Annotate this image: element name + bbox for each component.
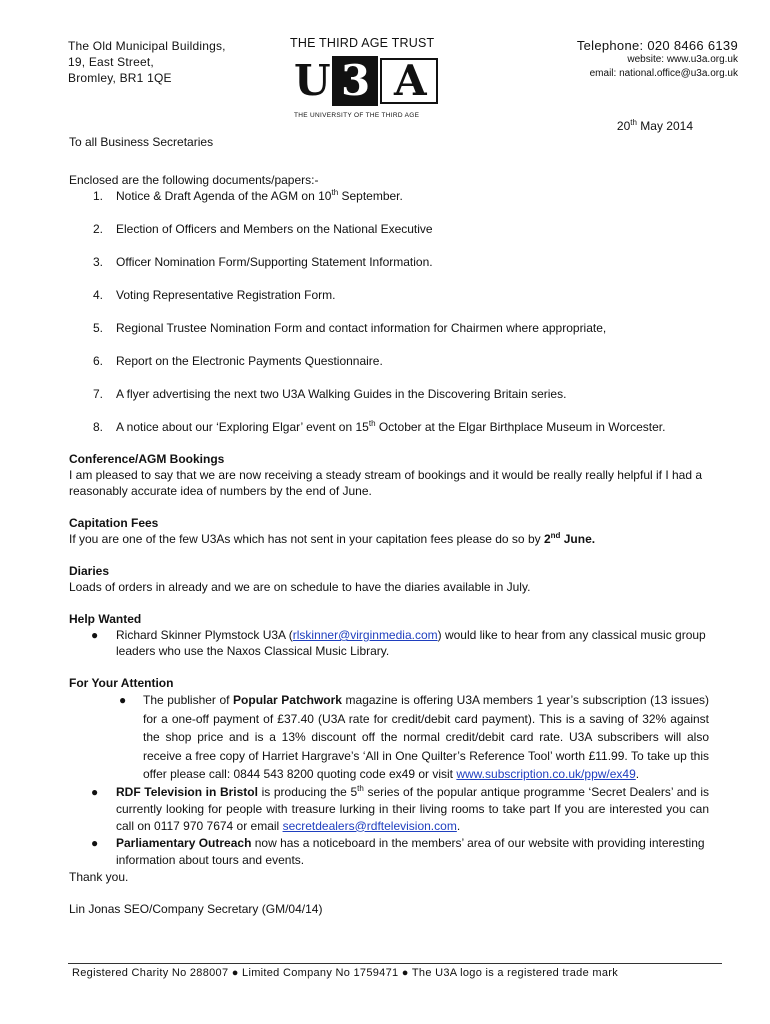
list-item: ● The publisher of Popular Patchwork magazine is offering U3A members 1 year’s subscription (13 issues) for a one-off payment of £37.40 (U3A rate for credit/debit card payment). This is a saving of 32% against the shop price and is a 13% discount off the normal credit/debit card rate. U3A subscribers will also receive a free copy of Harriet Hargrave’s ‘All in One Quilter’s Reference Tool’ worth £11.99. To take up this offer please call: 0844 543 8200 quoting code ex49 or visit www.subscription.co.uk/ppw/ex49. xyxy=(119,693,709,781)
list-item: 1. Notice & Draft Agenda of the AGM on 10th September. xyxy=(93,188,403,203)
attention-list xyxy=(69,784,709,869)
website: website: www.u3a.org.uk xyxy=(627,54,738,65)
list-item: 7. A flyer advertising the next two U3A Walking Guides in the Discovering Britain series. xyxy=(93,387,567,401)
list-item: ● RDF Television in Bristol is producing the 5th series of the popular antique programme ‘Secret Dealers’ and is currently looking for people with treasure lurking in their living rooms to take part If you are interested you can call on 0117 970 7674 or email secretdealers@rdftelevision.com. xyxy=(91,783,710,833)
org-subtitle: THE UNIVERSITY OF THE THIRD AGE xyxy=(294,112,420,119)
sender-address xyxy=(68,38,226,86)
footer-text: Registered Charity No 288007 ● Limited Company No 1759471 ● The U3A logo is a registered trade mark xyxy=(72,967,619,979)
letter-body xyxy=(69,118,709,917)
conference-heading: Conference/AGM Bookings xyxy=(69,452,225,466)
letter-date: 20th May 2014 xyxy=(616,118,693,133)
diaries-heading: Diaries xyxy=(69,564,110,578)
help-wanted-list xyxy=(69,627,709,659)
conference-text: I am pleased to say that we are now receiving a steady stream of bookings and it would be really really helpful if I had a reasonably accurate idea of numbers by the end of June. xyxy=(69,468,703,498)
attention-heading: For Your Attention xyxy=(69,676,174,690)
logo-letter-a: A xyxy=(394,56,427,105)
list-item: 2. Election of Officers and Members on the National Executive xyxy=(93,222,433,236)
email-link[interactable]: rlskinner@virginmedia.com xyxy=(292,628,438,642)
org-title: THE THIRD AGE TRUST xyxy=(290,36,435,50)
email-link[interactable]: secretdealers@rdftelevision.com xyxy=(282,818,457,833)
bullet-icon: ● xyxy=(119,693,127,707)
diaries-text: Loads of orders in already and we are on schedule to have the diaries available in July. xyxy=(69,580,531,594)
closing: Thank you. xyxy=(69,869,129,884)
help-wanted-heading: Help Wanted xyxy=(69,612,142,626)
bullet-icon: ● xyxy=(91,628,99,642)
phone-number: Telephone: 020 8466 6139 xyxy=(576,38,738,53)
documents-list xyxy=(69,188,709,435)
salutation: To all Business Secretaries xyxy=(69,135,214,149)
logo-letter-3: 3 xyxy=(341,56,371,105)
subscription-link[interactable]: www.subscription.co.uk/ppw/ex49 xyxy=(456,767,636,781)
address-line: 19, East Street, xyxy=(68,55,154,69)
list-item: 4. Voting Representative Registration Form. xyxy=(93,288,336,302)
bullet-icon: ● xyxy=(91,835,99,850)
logo-letter-u: U xyxy=(294,56,331,105)
list-item: ● Parliamentary Outreach now has a noticeboard in the members’ area of our website with providing interesting information about tours and events. xyxy=(91,835,705,867)
list-item: 3. Officer Nomination Form/Supporting Statement Information. xyxy=(93,255,433,269)
bullet-icon: ● xyxy=(91,784,99,799)
attention-list-indented xyxy=(69,691,709,784)
signature: Lin Jonas SEO/Company Secretary (GM/04/14) xyxy=(69,901,323,916)
address-line: Bromley, BR1 1QE xyxy=(68,71,172,85)
capitation-heading: Capitation Fees xyxy=(69,516,159,530)
u3a-letterhead-logo xyxy=(290,36,445,119)
footer-divider xyxy=(68,963,722,964)
capitation-text: If you are one of the few U3As which has not sent in your capitation fees please do so by 2nd June. xyxy=(69,531,596,546)
list-item: 5. Regional Trustee Nomination Form and contact information for Chairmen where appropriate, xyxy=(93,321,607,335)
list-item: ● Richard Skinner Plymstock U3A (rlskinner@virginmedia.com) would like to hear from any classical music group leaders who use the Naxos Classical Music Library. xyxy=(91,628,706,658)
address-line: The Old Municipal Buildings, xyxy=(68,39,226,53)
contact-details xyxy=(577,38,738,81)
intro-text: Enclosed are the following documents/papers:- xyxy=(69,173,319,187)
u3a-logo xyxy=(294,56,438,106)
list-item: 8. A notice about our ‘Exploring Elgar’ event on 15th October at the Elgar Birthplace Museum in Worcester. xyxy=(93,419,666,434)
email-address: email: national.office@u3a.org.uk xyxy=(589,68,738,79)
list-item: 6. Report on the Electronic Payments Questionnaire. xyxy=(93,354,383,368)
